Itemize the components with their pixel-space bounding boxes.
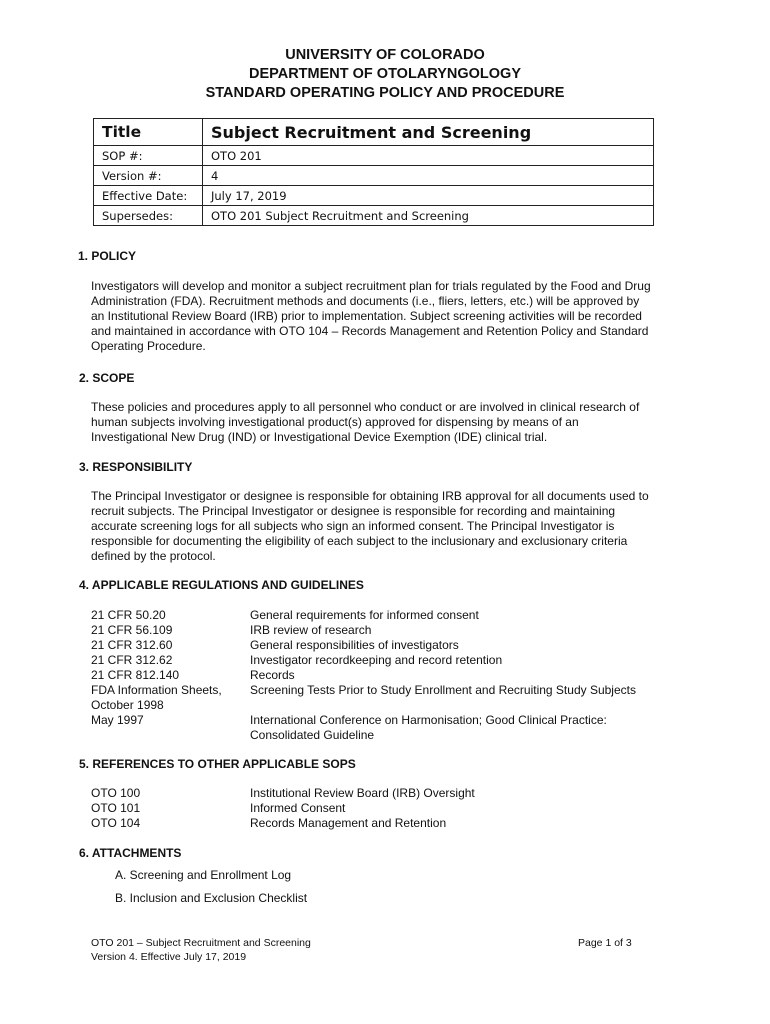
header-university: UNIVERSITY OF COLORADO xyxy=(285,47,485,63)
section-heading-scope: 2. SCOPE xyxy=(79,371,135,385)
title-label: Title xyxy=(94,119,203,146)
effective-date-label: Effective Date: xyxy=(94,186,203,206)
page-number: Page 1 of 3 xyxy=(578,937,632,949)
reference-desc: Informed Consent xyxy=(250,801,346,815)
reference-desc: Institutional Review Board (IRB) Oversight xyxy=(250,786,475,800)
reference-ref: OTO 100 xyxy=(91,786,141,800)
attachment-item: A. Screening and Enrollment Log xyxy=(115,868,292,882)
text-line: and maintained in accordance with OTO 104 – Records Management and Retention Policy and Standard xyxy=(91,324,649,338)
regulation-row xyxy=(91,668,671,683)
regulation-ref: 21 CFR 50.20 xyxy=(91,608,166,622)
text-line: defined by the protocol. xyxy=(91,549,216,563)
reference-ref: OTO 104 xyxy=(91,816,141,830)
text-line: Administration (FDA). Recruitment methods and documents (i.e., fliers, letters, etc.) will be approved by xyxy=(91,294,640,308)
supersedes-label: Supersedes: xyxy=(94,206,203,226)
section-heading-attachments: 6. ATTACHMENTS xyxy=(79,846,182,860)
document-header xyxy=(0,46,770,103)
text-line: These policies and procedures apply to all personnel who conduct or are involved in clinical research of xyxy=(91,400,640,414)
regulation-desc: Investigator recordkeeping and record retention xyxy=(250,653,503,667)
section-heading-regulations: 4. APPLICABLE REGULATIONS AND GUIDELINES xyxy=(79,578,364,592)
section-body-responsibility xyxy=(91,489,681,564)
regulation-desc: General requirements for informed consent xyxy=(250,608,479,622)
reference-row xyxy=(91,786,671,801)
supersedes-value: OTO 201 Subject Recruitment and Screening xyxy=(203,206,654,226)
header-department: DEPARTMENT OF OTOLARYNGOLOGY xyxy=(248,66,521,82)
regulation-desc: International Conference on Harmonisation; Good Clinical Practice: xyxy=(250,713,607,727)
regulation-desc: Consolidated Guideline xyxy=(250,728,375,742)
regulation-row xyxy=(91,728,671,743)
regulation-row xyxy=(91,638,671,653)
regulation-row xyxy=(91,698,671,713)
regulation-ref: 21 CFR 812.140 xyxy=(91,668,180,682)
sop-metadata-table xyxy=(93,118,654,226)
section-body-policy xyxy=(91,279,681,354)
title-value: Subject Recruitment and Screening xyxy=(203,119,654,146)
section-heading-policy: 1. POLICY xyxy=(78,249,137,263)
regulations-list xyxy=(91,608,671,743)
regulation-ref: May 1997 xyxy=(91,713,144,727)
regulation-desc: Records xyxy=(250,668,295,682)
reference-row xyxy=(91,801,671,816)
regulation-row xyxy=(91,608,671,623)
text-line: Investigational New Drug (IND) or Investigational Device Exemption (IDE) clinical trial. xyxy=(91,430,548,444)
version-value: 4 xyxy=(203,166,654,186)
regulation-ref: 21 CFR 312.60 xyxy=(91,638,173,652)
regulation-desc xyxy=(250,698,671,713)
regulation-row xyxy=(91,713,671,728)
header-policy-type: STANDARD OPERATING POLICY AND PROCEDURE xyxy=(205,85,565,101)
section-body-scope xyxy=(91,400,681,445)
text-line: human subjects involving investigational product(s) approved for dispensing by means of an xyxy=(91,415,579,429)
regulation-desc: Screening Tests Prior to Study Enrollment and Recruiting Study Subjects xyxy=(250,683,636,697)
regulation-ref: October 1998 xyxy=(91,698,164,712)
footer-title: OTO 201 – Subject Recruitment and Screening xyxy=(91,937,311,949)
regulation-row xyxy=(91,653,671,668)
section-heading-references: 5. REFERENCES TO OTHER APPLICABLE SOPS xyxy=(79,757,356,771)
regulation-desc: IRB review of research xyxy=(250,623,372,637)
regulation-row xyxy=(91,623,671,638)
regulation-row xyxy=(91,683,671,698)
regulation-ref xyxy=(91,728,250,743)
references-list xyxy=(91,786,671,831)
effective-date-value: July 17, 2019 xyxy=(203,186,654,206)
text-line: Investigators will develop and monitor a subject recruitment plan for trials regulated by the Food and Drug xyxy=(91,279,651,293)
text-line: The Principal Investigator or designee is responsible for obtaining IRB approval for all documents used to xyxy=(91,489,649,503)
footer-version: Version 4. Effective July 17, 2019 xyxy=(91,951,247,963)
reference-ref: OTO 101 xyxy=(91,801,141,815)
text-line: recruit subjects. The Principal Investigator or designee is responsible for recording and maintaining xyxy=(91,504,616,518)
regulation-ref: 21 CFR 312.62 xyxy=(91,653,173,667)
attachment-item: B. Inclusion and Exclusion Checklist xyxy=(115,891,308,905)
text-line: an Institutional Review Board (IRB) prior to implementation. Subject screening activities will be recorded xyxy=(91,309,642,323)
regulation-ref: 21 CFR 56.109 xyxy=(91,623,173,637)
text-line: Operating Procedure. xyxy=(91,339,206,353)
text-line: accurate screening logs for all subjects who sign an informed consent. The Principal Investigator is xyxy=(91,519,615,533)
section-heading-responsibility: 3. RESPONSIBILITY xyxy=(79,460,193,474)
text-line: responsible for documenting the eligibility of each subject to the inclusionary and exclusionary criteria xyxy=(91,534,628,548)
version-label: Version #: xyxy=(94,166,203,186)
reference-desc: Records Management and Retention xyxy=(250,816,447,830)
sop-number-label: SOP #: xyxy=(94,146,203,166)
footer-document-info xyxy=(91,936,311,964)
sop-number-value: OTO 201 xyxy=(203,146,654,166)
reference-row xyxy=(91,816,671,831)
regulation-desc: General responsibilities of investigators xyxy=(250,638,459,652)
regulation-ref: FDA Information Sheets, xyxy=(91,683,222,697)
